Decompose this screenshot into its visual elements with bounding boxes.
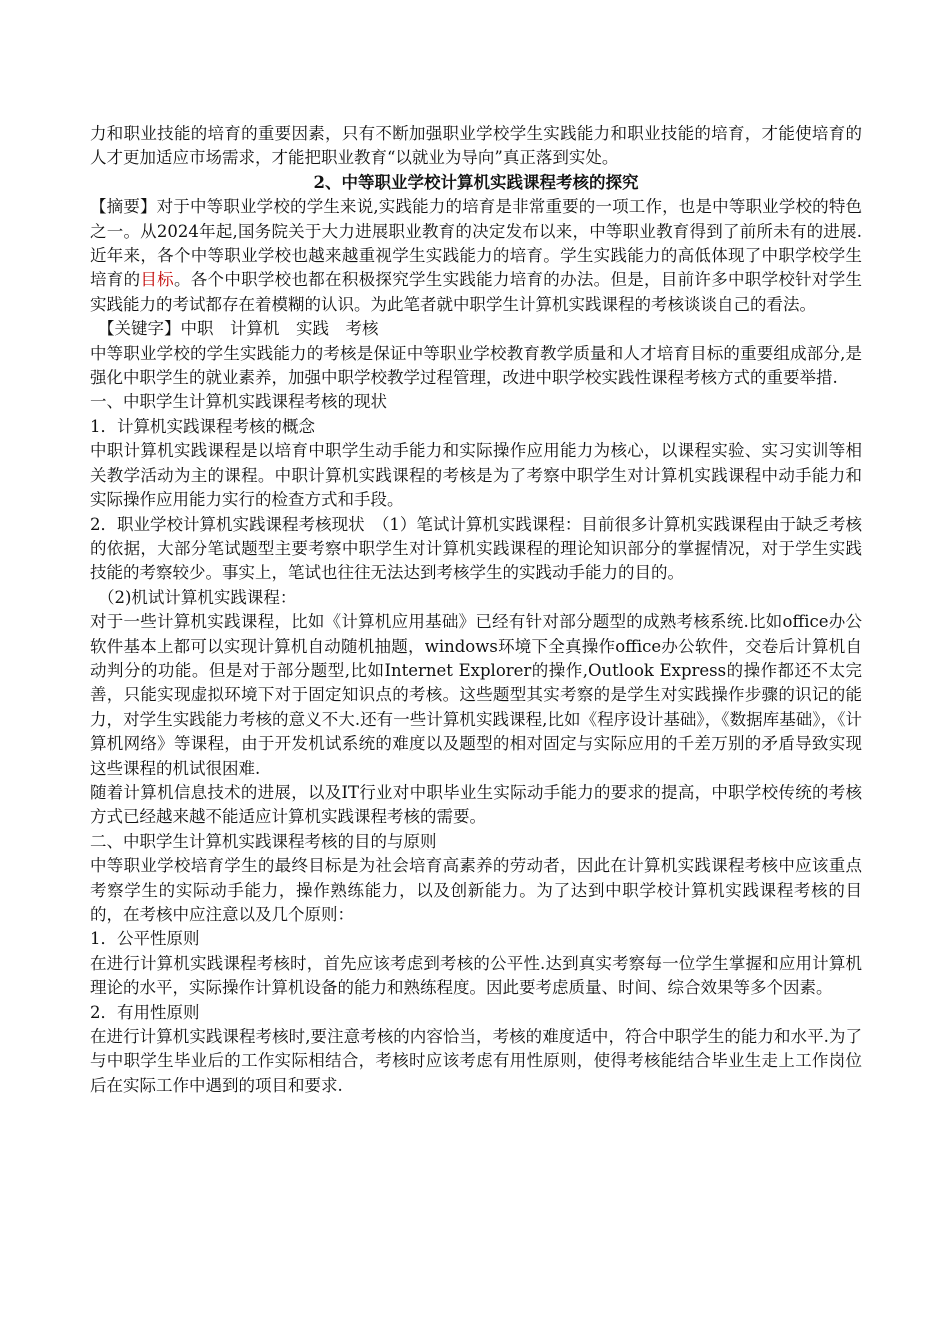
paragraph-7: 在进行计算机实践课程考核时，首先应该考虑到考核的公平性.达到真实考察每一位学生掌握和应用计算机理论的水平，实际操作计算机设备的能力和熟练程度。因此要考虑质量、时间、综合效果等多个因素。 xyxy=(90,953,862,998)
subheading-1-1: 1．计算机实践课程考核的概念 xyxy=(90,416,315,436)
heading-2: 二、中职学生计算机实践课程考核的目的与原则 xyxy=(90,831,437,851)
paragraph-5: 随着计算机信息技术的进展，以及IT行业对中职毕业生实际动手能力的要求的提高，中职学校传统的考核方式已经越来越不能适应计算机实践课程考核的需要。 xyxy=(90,782,862,827)
paragraph-3: 2．职业学校计算机实践课程考核现状 （1）笔试计算机实践课程：目前很多计算机实践课程由于缺乏考核的依据，大部分笔试题型主要考察中职学生对计算机实践课程的理论知识部分的掌握情况，对于学生实践技能的考察较少。事实上，笔试也往往无法达到考核学生的实践动手能力的目的。 xyxy=(90,514,862,583)
document-body xyxy=(90,122,862,1098)
paragraph-intro: 力和职业技能的培育的重要因素，只有不断加强职业学校学生实践能力和职业技能的培育，才能使培育的人才更加适应市场需求，才能把职业教育“以就业为导向”真正落到实处。 xyxy=(90,124,862,168)
subheading-2-2: 2．有用性原则 xyxy=(90,1002,200,1022)
paragraph-6: 中等职业学校培育学生的最终目标是为社会培育高素养的劳动者，因此在计算机实践课程考核中应该重点考察学生的实际动手能力，操作熟练能力，以及创新能力。为了达到中职学校计算机实践课程考核的目的，在考核中应注意以及几个原则： xyxy=(90,856,862,924)
abstract-text-b: 。各个中职学校也都在积极探究学生实践能力培育的办法。但是，目前许多中职学校针对学生实践能力的考试都存在着模糊的认识。为此笔者就中职学生计算机实践课程的考核谈谈自己的看法。 xyxy=(90,270,863,314)
keywords-line: 【关键字】中职 计算机 实践 考核 xyxy=(98,319,379,339)
abstract-highlight: 目标 xyxy=(140,270,174,290)
subheading-1-2b: （2)机试计算机实践课程： xyxy=(98,587,297,607)
heading-1: 一、中职学生计算机实践课程考核的现状 xyxy=(90,392,387,412)
subheading-2-1: 1．公平性原则 xyxy=(90,929,200,949)
abstract-text-a: 【摘要】对于中等职业学校的学生来说,实践能力的培育是非常重要的一项工作，也是中等职业学校的特色之一。从2024年起,国务院关于大力进展职业教育的决定发布以来，中等职业教育得到了前所未有的进展.近年来，各个中等职业学校也越来越重视学生实践能力的培育。学生实践能力的高低体现了中职学校学生培育的 xyxy=(90,197,862,290)
section-title: 2、中等职业学校计算机实践课程考核的探究 xyxy=(313,172,639,192)
paragraph-4: 对于一些计算机实践课程，比如《计算机应用基础》已经有针对部分题型的成熟考核系统.比如office办公软件基本上都可以实现计算机自动随机抽题，windows环境下全真操作office办公软件，交卷后计算机自动判分的功能。但是对于部分题型,比如Internet Explorer的操作,Outlook Express的操作都还不太完善，只能实现虚拟环境下对于固定知识点的考核。这些题型其实考察的是学生对实践操作步骤的识记的能力，对学生实践能力考核的意义不大.还有一些计算机实践课程,比如《程序设计基础》，《数据库基础》，《计算机网络》等课程，由于开发机试系统的难度以及题型的相对固定与实际应用的千差万别的矛盾导致实现这些课程的机试很困难. xyxy=(90,612,862,778)
abstract-paragraph xyxy=(90,195,862,317)
paragraph-1: 中等职业学校的学生实践能力的考核是保证中等职业学校教育教学质量和人才培育目标的重要组成部分,是强化中职学生的就业素养，加强中职学校教学过程管理，改进中职学校实践性课程考核方式的重要举措. xyxy=(90,343,862,388)
paragraph-8: 在进行计算机实践课程考核时,要注意考核的内容恰当，考核的难度适中，符合中职学生的能力和水平.为了与中职学生毕业后的工作实际相结合，考核时应该考虑有用性原则，使得考核能结合毕业生走上工作岗位后在实际工作中遇到的项目和要求. xyxy=(90,1027,862,1095)
paragraph-2: 中职计算机实践课程是以培育中职学生动手能力和实际操作应用能力为核心，以课程实验、实习实训等相关教学活动为主的课程。中职计算机实践课程的考核是为了考察中职学生对计算机实践课程中动手能力和实际操作应用能力实行的检查方式和手段。 xyxy=(90,441,862,510)
